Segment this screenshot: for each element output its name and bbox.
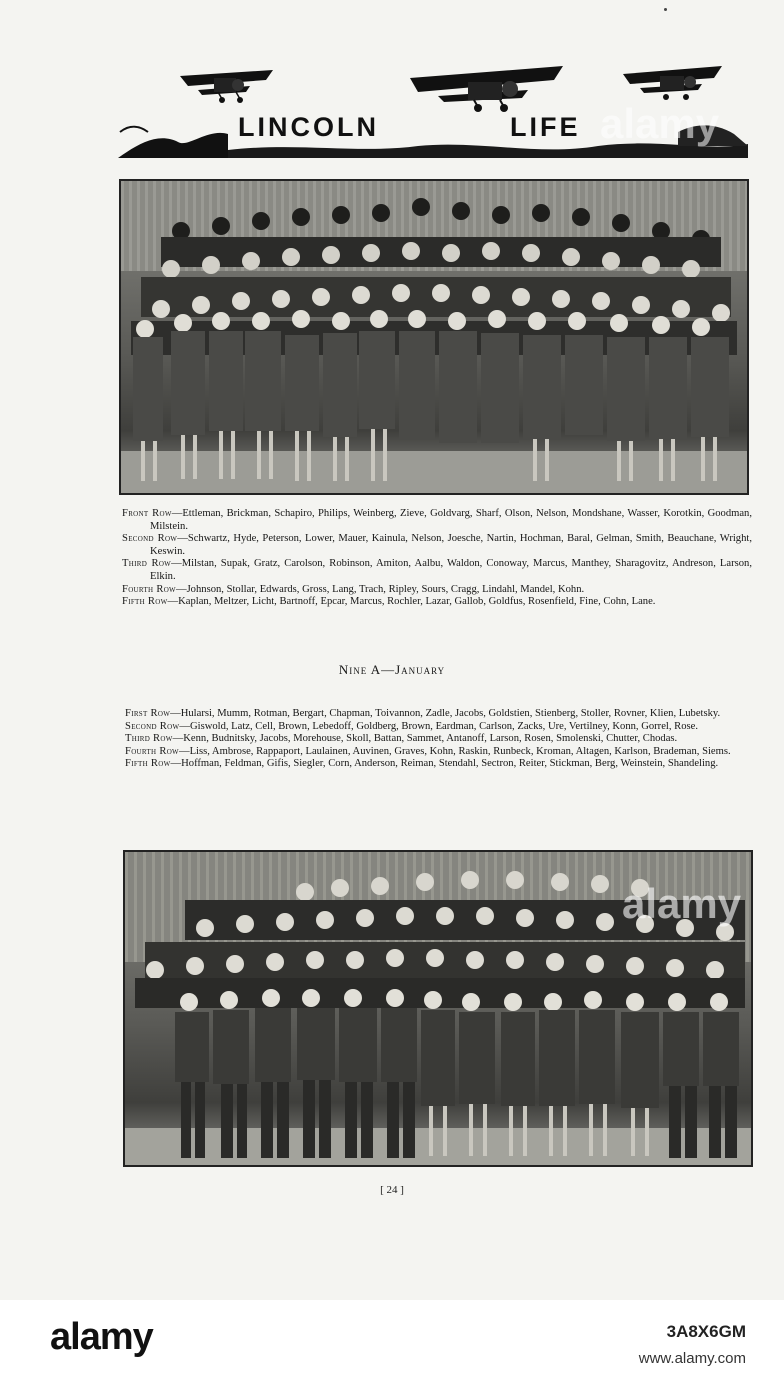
caption-row: [125, 721, 753, 734]
caption-row: [125, 733, 753, 746]
caption-row: [122, 558, 752, 583]
row-label: Fifth Row: [122, 596, 168, 608]
row-names: —Milstan, Supak, Gratz, Carolson, Robinson, Amiton, Aalbu, Waldon, Conoway, Marcus, Manthey, Sharagovitz, Andreson, Larson, Elkin.: [150, 558, 752, 582]
banner-title-lincoln: LINCOLN: [238, 112, 379, 142]
row-label: First Row: [125, 708, 171, 719]
caption-row: [125, 746, 753, 759]
stock-watermark-bar: [0, 1300, 784, 1390]
caption-row: [125, 708, 753, 721]
caption-bottom: [125, 708, 753, 771]
group-photo-students: [121, 181, 747, 493]
page-number: [ 24 ]: [380, 1184, 404, 1196]
row-label: Third Row: [125, 733, 173, 745]
banner-title-life: LIFE: [510, 112, 581, 142]
watermark-overlay-bottom: alamy: [622, 880, 742, 927]
airplane-center: [410, 66, 563, 112]
alamy-logo: alamy: [50, 1316, 153, 1358]
row-names: —Hoffman, Feldman, Gifis, Siegler, Corn, Anderson, Reiman, Stendahl, Sectron, Reiter, Stickman, Berg, Weinstein, Shandeling.: [170, 758, 719, 770]
caption-row: [122, 533, 752, 558]
row-names: —Kenn, Budnitsky, Jacobs, Morehouse, Skoll, Battan, Sammet, Antanoff, Larson, Rosen, Smolenski, Chutter, Chodas.: [172, 733, 678, 745]
row-names: —Schwartz, Hyde, Peterson, Lower, Mauer, Kainula, Nelson, Joesche, Nartin, Hochman, Baral, Gelman, Smith, Beauchane, Wright, Keswin.: [150, 533, 752, 557]
row-names: —Johnson, Stollar, Edwards, Gross, Lang, Trach, Ripley, Sours, Cragg, Lindahl, Mandel, Kohn.: [175, 583, 585, 595]
class-photo-top: [119, 179, 749, 495]
students-rows: [131, 198, 737, 481]
row-label: Front Row: [122, 508, 172, 519]
caption-row: [122, 584, 752, 597]
caption-top: [122, 508, 752, 609]
airplane-left: [180, 70, 273, 103]
row-label: Second Row: [125, 720, 180, 732]
row-names: —Giswold, Latz, Cell, Brown, Lebedoff, Goldberg, Brown, Eardman, Carlson, Zacks, Ure, Vertilney, Konn, Gorrel, Rose.: [179, 720, 698, 732]
caption-row: [125, 758, 753, 771]
website-url: www.alamy.com: [638, 1350, 746, 1367]
print-speck: [664, 8, 667, 11]
row-label: Fifth Row: [125, 758, 171, 770]
airplane-right: [623, 66, 722, 100]
caption-row: [122, 596, 752, 609]
watermark-overlay-top: alamy: [600, 100, 720, 147]
section-title: Nine A—January: [338, 662, 446, 677]
row-names: —Kaplan, Meltzer, Licht, Bartnoff, Epcar, Marcus, Rochler, Lazar, Gallob, Goldfus, Rosenfield, Fine, Cohn, Lane.: [167, 596, 656, 608]
caption-row: [122, 508, 752, 533]
row-names: —Hularsi, Mumm, Rotman, Bergart, Chapman, Toivannon, Zadle, Jacobs, Goldstien, Stienberg, Stoller, Rovner, Klien, Lubetsky.: [170, 708, 721, 719]
row-label: Fourth Row: [125, 745, 179, 757]
row-label: Third Row: [122, 558, 172, 570]
row-names: —Liss, Ambrose, Rappaport, Laulainen, Auvinen, Graves, Kohn, Raskin, Runbeck, Kroman, Altagen, Karlson, Brademan, Siems.: [178, 745, 731, 757]
row-names: —Ettleman, Brickman, Schapiro, Philips, Weinberg, Zieve, Goldvarg, Sharf, Olson, Nelson, Mondshane, Wasser, Korotkin, Goodman, Milstein.: [150, 508, 752, 532]
image-id-label: 3A8X6GM: [666, 1322, 746, 1341]
row-label: Fourth Row: [122, 583, 176, 595]
row-label: Second Row: [122, 533, 178, 545]
